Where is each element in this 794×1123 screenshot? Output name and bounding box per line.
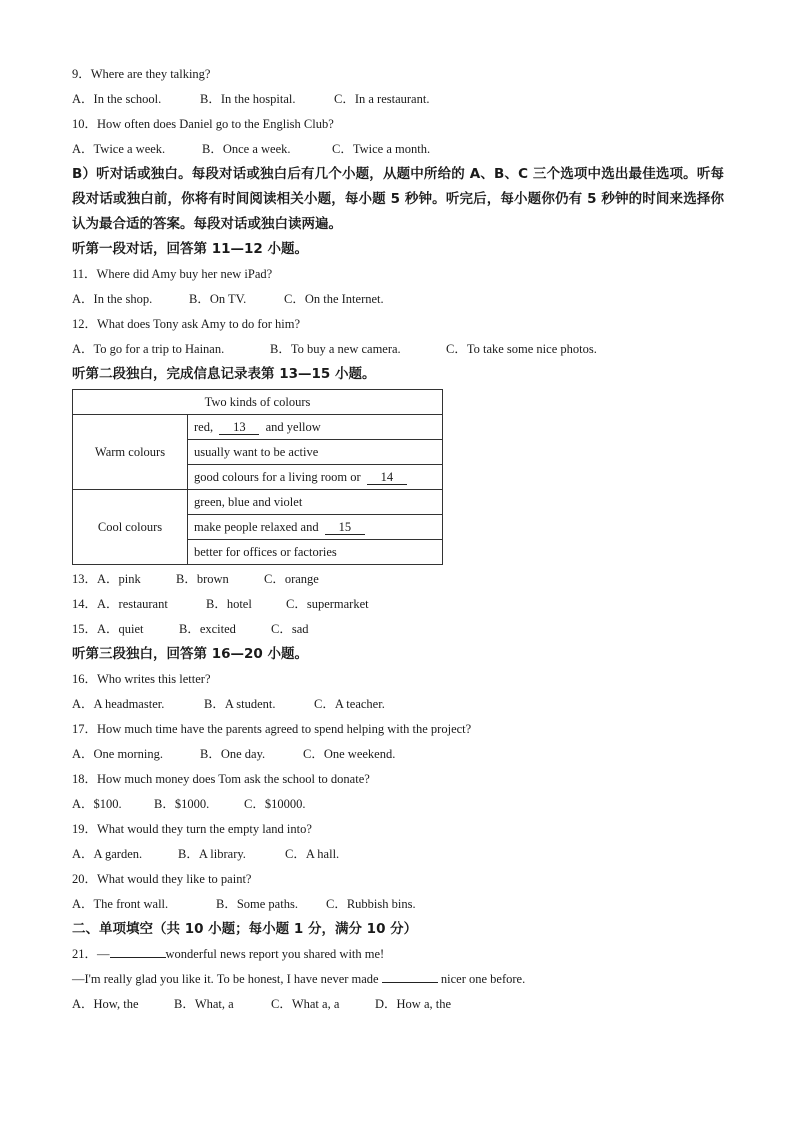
section-2-heading: 二、单项填空（共 10 小题；每小题 1 分，满分 10 分） xyxy=(72,921,418,937)
table-cell: better for offices or factories xyxy=(188,540,443,565)
option-a[interactable]: A．To go for a trip to Hainan. xyxy=(72,342,225,356)
option-a[interactable]: A．One morning. xyxy=(72,747,163,761)
option-b[interactable]: B．To buy a new camera. xyxy=(270,342,401,356)
question-11: 11．Where did Amy buy her new iPad? xyxy=(72,267,273,281)
question-13-options xyxy=(72,567,722,592)
question-10-options xyxy=(72,137,722,162)
option-a[interactable]: A．A garden. xyxy=(72,847,143,861)
option-c[interactable]: C．Rubbish bins. xyxy=(326,897,416,911)
question-16-options xyxy=(72,692,722,717)
table-cell: make people relaxed and 15 xyxy=(188,515,443,540)
option-c[interactable]: C．To take some nice photos. xyxy=(446,342,597,356)
option-b[interactable]: B．hotel xyxy=(206,597,252,611)
part-2-heading: 听第二段独白，完成信息记录表第 13—15 小题。 xyxy=(72,366,376,382)
question-15-options xyxy=(72,617,722,642)
option-b[interactable]: B．excited xyxy=(179,622,236,636)
blank-21-second[interactable] xyxy=(382,982,438,983)
warm-colours-label: Warm colours xyxy=(73,415,188,490)
option-b[interactable]: B．What, a xyxy=(174,997,234,1011)
blank-13[interactable]: 13 xyxy=(219,420,259,435)
part-1-heading: 听第一段对话，回答第 11—12 小题。 xyxy=(72,241,308,257)
option-b[interactable]: B．$1000. xyxy=(154,797,210,811)
option-a[interactable]: A．In the shop. xyxy=(72,292,153,306)
question-9-options xyxy=(72,87,722,112)
question-20: 20．What would they like to paint? xyxy=(72,872,252,886)
option-a[interactable]: A．Twice a week. xyxy=(72,142,166,156)
exam-page xyxy=(72,62,722,1017)
blank-15[interactable]: 15 xyxy=(325,520,365,535)
question-20-options xyxy=(72,892,722,917)
question-18: 18．How much money does Tom ask the school to donate? xyxy=(72,772,370,786)
option-b[interactable]: B．In the hospital. xyxy=(200,92,296,106)
info-record-table xyxy=(72,389,443,565)
option-c[interactable]: C．A hall. xyxy=(285,847,340,861)
option-b[interactable]: B．A student. xyxy=(204,697,276,711)
question-17: 17．How much time have the parents agreed to spend helping with the project? xyxy=(72,722,472,736)
question-21-line-1: 21．— wonderful news report you shared with me! xyxy=(72,947,385,961)
question-12-options xyxy=(72,337,722,362)
blank-14[interactable]: 14 xyxy=(367,470,407,485)
option-c[interactable]: C．What a, a xyxy=(271,997,340,1011)
question-10: 10．How often does Daniel go to the English Club? xyxy=(72,117,334,131)
question-16: 16．Who writes this letter? xyxy=(72,672,211,686)
table-cell: usually want to be active xyxy=(188,440,443,465)
table-cell: red, 13 and yellow xyxy=(188,415,443,440)
question-19: 19．What would they turn the empty land into? xyxy=(72,822,312,836)
option-b[interactable]: B．A library. xyxy=(178,847,246,861)
option-b[interactable]: B．Some paths. xyxy=(216,897,298,911)
question-11-options xyxy=(72,287,722,312)
option-c[interactable]: C．Twice a month. xyxy=(332,142,431,156)
option-a[interactable]: 14．A．restaurant xyxy=(72,597,168,611)
table-cell: green, blue and violet xyxy=(188,490,443,515)
option-a[interactable]: A．$100. xyxy=(72,797,122,811)
option-a[interactable]: A．A headmaster. xyxy=(72,697,165,711)
question-9: 9．Where are they talking? xyxy=(72,67,211,81)
table-cell: good colours for a living room or 14 xyxy=(188,465,443,490)
cool-colours-label: Cool colours xyxy=(73,490,188,565)
option-c[interactable]: C．On the Internet. xyxy=(284,292,384,306)
option-c[interactable]: C．One weekend. xyxy=(303,747,396,761)
section-b-instructions: B）听对话或独白。每段对话或独白后有几个小题，从题中所给的 A、B、C 三个选项中选出最佳选项。听每段对话或独白前，你将有时间阅读相关小题，每小题 5 秒钟。听完后，每小题你仍有 5 秒钟的时间来选择你认为最合适的答案。每段对话或独白读两遍。 xyxy=(72,166,724,232)
question-21-options xyxy=(72,992,722,1017)
option-b[interactable]: B．On TV. xyxy=(189,292,247,306)
option-a[interactable]: 13．A．pink xyxy=(72,572,141,586)
option-c[interactable]: C．supermarket xyxy=(286,597,369,611)
blank-21-first[interactable] xyxy=(110,957,166,958)
option-a[interactable]: A．In the school. xyxy=(72,92,162,106)
option-a[interactable]: 15．A．quiet xyxy=(72,622,144,636)
question-18-options xyxy=(72,792,722,817)
option-a[interactable]: A．The front wall. xyxy=(72,897,169,911)
option-a[interactable]: A．How, the xyxy=(72,997,139,1011)
option-c[interactable]: C．A teacher. xyxy=(314,697,385,711)
question-17-options xyxy=(72,742,722,767)
option-c[interactable]: C．$10000. xyxy=(244,797,306,811)
question-12: 12．What does Tony ask Amy to do for him? xyxy=(72,317,301,331)
question-19-options xyxy=(72,842,722,867)
table-title: Two kinds of colours xyxy=(73,390,443,415)
option-c[interactable]: C．sad xyxy=(271,622,309,636)
question-14-options xyxy=(72,592,722,617)
option-c[interactable]: C．orange xyxy=(264,572,319,586)
option-b[interactable]: B．Once a week. xyxy=(202,142,291,156)
part-3-heading: 听第三段独白，回答第 16—20 小题。 xyxy=(72,646,308,662)
option-c[interactable]: C．In a restaurant. xyxy=(334,92,430,106)
option-d[interactable]: D．How a, the xyxy=(375,997,452,1011)
question-21-line-2: —I'm really glad you like it. To be honest, I have never made nicer one before. xyxy=(72,972,526,986)
option-b[interactable]: B．One day. xyxy=(200,747,266,761)
option-b[interactable]: B．brown xyxy=(176,572,229,586)
